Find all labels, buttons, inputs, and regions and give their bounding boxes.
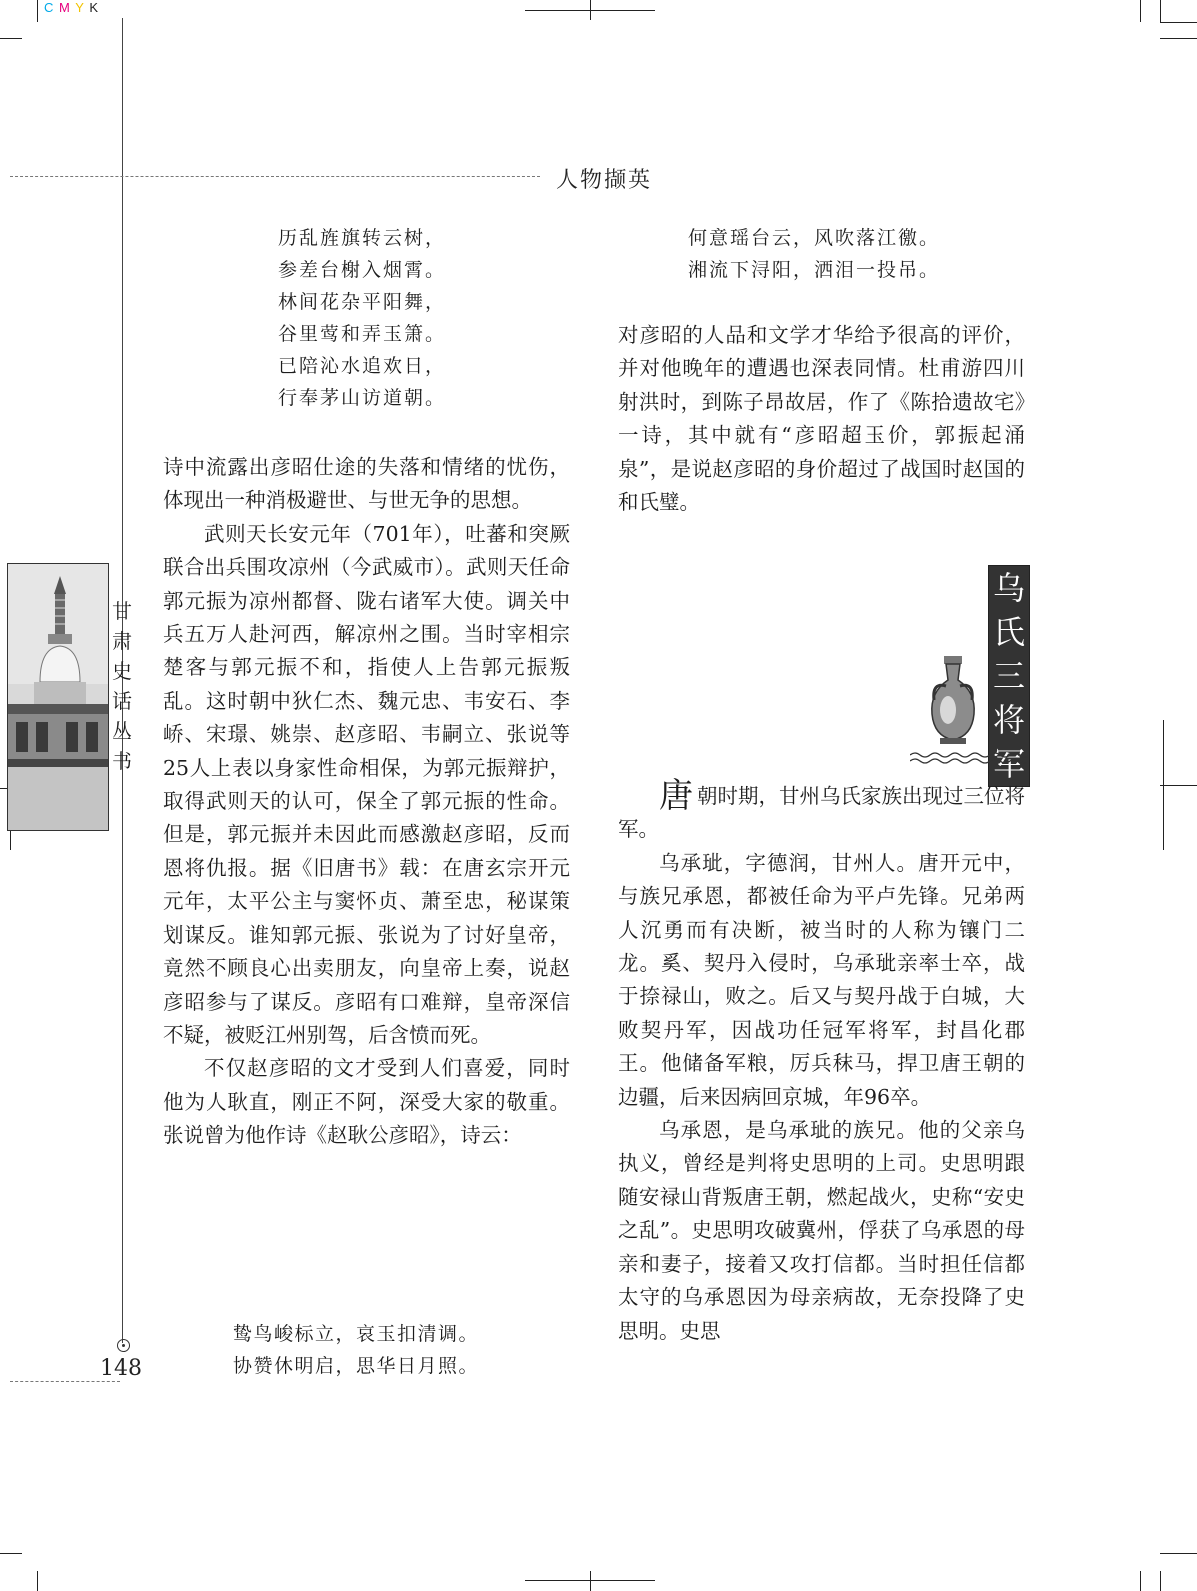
poem-bottom-left <box>233 1318 479 1382</box>
poem-line: 历乱旌旗转云树， <box>278 227 447 249</box>
page-ornament-icon <box>117 1339 130 1352</box>
crop-mark <box>1160 1553 1197 1554</box>
header-dashed-rule <box>10 176 540 177</box>
color-calibration-marks: C M Y K <box>44 0 99 15</box>
paragraph: 武则天长安元年（701年），吐蕃和突厥联合出兵围攻凉州（今武威市）。武则天任命郭元振为凉州都督、陇右诸军大使。调关中兵五万人赴河西，解凉州之围。当时宰相宗楚客与郭元振不和，指使人上告郭元振叛乱。这时朝中狄仁杰、魏元忠、韦安石、李峤、宋璟、姚崇、赵彦昭、韦嗣立、张说等25人上表以身家性命相保，为郭元振辩护，取得武则天的认可，保全了郭元振的性命。但是，郭元振并未因此而感激赵彦昭，反而恩将仇报。据《旧唐书》载：在唐玄宗开元元年，太平公主与窦怀贞、萧至忠，秘谋策划谋反。谁知郭元振、张说为了讨好皇帝，竟然不顾良心出卖朋友，向皇帝上奏，说赵彦昭参与了谋反。彦昭有口难辩，皇帝深信不疑，被贬江州别驾，后含愤而死。 <box>163 521 570 1047</box>
paragraph: 对彦昭的人品和文学才华给予很高的评价，并对他晚年的遭遇也深表同情。杜甫游四川射洪时，到陈子昂故居，作了《陈拾遗故宅》一诗，其中就有“彦昭超玉价，郭振起涌泉”，是说赵彦昭的身价超过了战国时赵国的和氏璧。 <box>618 323 1025 515</box>
registration-mark <box>590 1571 591 1591</box>
poem-line: 林间花杂平阳舞， <box>278 291 447 313</box>
paragraph: 唐朝时期，甘州乌氏家族出现过三位将军。 <box>618 776 1025 842</box>
crop-mark <box>37 0 38 22</box>
page-number: 148 <box>100 1356 142 1381</box>
poem-line: 参差台榭入烟霄。 <box>278 259 447 281</box>
poem-line: 谷里莺和弄玉箫。 <box>278 323 447 345</box>
crop-mark <box>1140 1571 1141 1591</box>
drop-cap: 唐 <box>659 776 693 816</box>
poem-line: 协赞休明启，思华日月照。 <box>233 1355 480 1377</box>
paragraph: 乌承恩，是乌承玼的族兄。他的父亲乌执义，曾经是判将史思明的上司。史思明跟随安禄山背叛唐王朝，燃起战火，史称“安史之乱”。史思明攻破冀州，俘获了乌承恩的母亲和妻子，接着又攻打信都。当时担任信都太守的乌承恩因为母亲病故，无奈投降了史思明。史思 <box>618 1118 1025 1343</box>
vase-illustration <box>920 652 986 748</box>
poem-line: 何意瑶台云，风吹落江徼。 <box>688 227 941 249</box>
crop-mark <box>1160 0 1161 22</box>
left-body-column <box>163 451 570 1153</box>
paragraph: 不仅赵彦昭的文才受到人们喜爱，同时他为人耿直，刚正不阿，深受大家的敬重。张说曾为他作诗《赵耿公彦昭》，诗云： <box>163 1056 570 1148</box>
poem-line: 鸷鸟峻标立，哀玉扣清调。 <box>233 1323 480 1345</box>
pagoda-photo <box>7 563 109 831</box>
poem-top-right <box>688 222 940 286</box>
poem-line: 湘流下浔阳，洒泪一投吊。 <box>688 259 941 281</box>
wave-ornament <box>910 750 1028 764</box>
poem-line: 已陪沁水追欢日， <box>278 355 447 377</box>
section-title-char: 军 <box>992 745 1025 783</box>
running-header: 人物撷英 <box>556 168 653 193</box>
crop-mark <box>1140 0 1141 22</box>
crop-mark <box>1160 22 1197 23</box>
poem-line: 行奉茅山访道朝。 <box>278 387 447 409</box>
registration-mark <box>1160 785 1197 786</box>
right-body-column-bottom <box>618 776 1025 1348</box>
paragraph: 诗中流露出彦昭仕途的失落和情绪的忧伤，体现出一种消极避世、与世无争的思想。 <box>163 455 570 513</box>
registration-mark <box>590 0 591 20</box>
series-title: 甘 肃 史 话 丛 书 <box>112 599 132 773</box>
pagoda-illustration <box>8 564 108 830</box>
crop-mark <box>37 1571 38 1591</box>
paragraph: 乌承玼，字德润，甘州人。唐开元中，与族兄承恩，都被任命为平卢先锋。兄弟两人沉勇而有决断，被当时的人称为镶门二龙。奚、契丹入侵时，乌承玼亲率士卒，战于捺禄山，败之。后又与契丹战于白城，大败契丹军，因战功任冠军将军，封昌化郡王。他储备军粮，厉兵秣马，捍卫唐王朝的边疆，后来因病回京城，年96卒。 <box>618 850 1025 1109</box>
section-title: 乌 氏 三 将 军 <box>988 565 1030 787</box>
crop-mark <box>1160 38 1197 39</box>
poem-top-left <box>278 222 446 414</box>
crop-mark <box>0 38 22 39</box>
crop-mark <box>0 1553 22 1554</box>
footer-dashed-rule <box>10 1381 120 1382</box>
crop-mark <box>1160 1571 1161 1591</box>
right-body-column-top <box>618 319 1025 519</box>
